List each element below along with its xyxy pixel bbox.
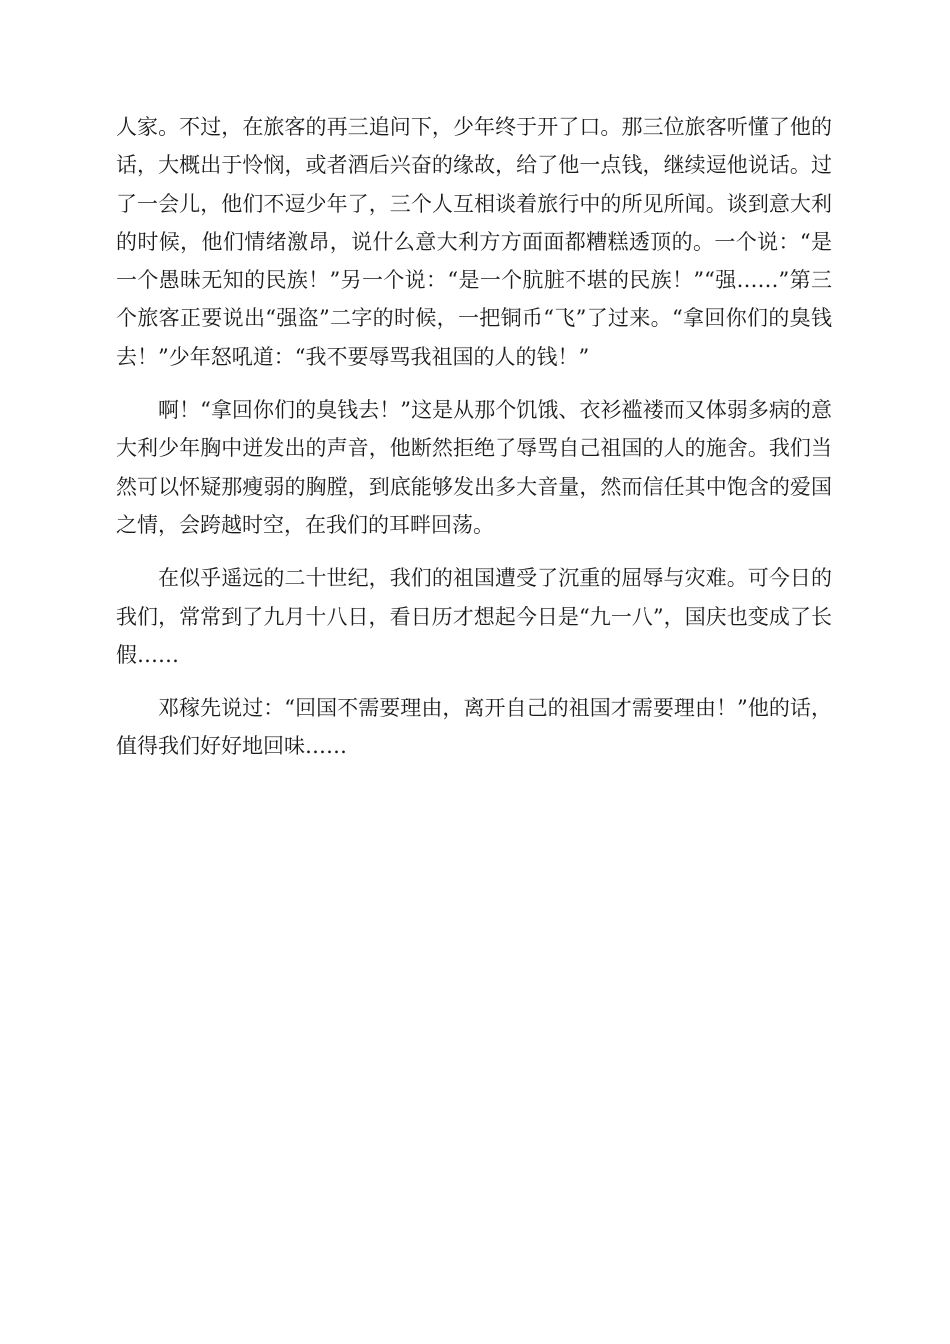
paragraph: 在似乎遥远的二十世纪，我们的祖国遭受了沉重的屈辱与灾难。可今日的我们，常常到了九月十八日，看日历才想起今日是“九一八”，国庆也变成了长假…… [116,566,832,667]
paragraph-continued: 人家。不过，在旅客的再三追问下，少年终于开了口。那三位旅客听懂了他的话，大概出于怜悯，或者酒后兴奋的缘故，给了他一点钱，继续逗他说话。过了一会儿，他们不逗少年了，三个人互相谈着旅行中的所见所闻。谈到意大利的时候，他们情绪激昂，说什么意大利方方面面都糟糕透顶的。一个说：“是一个愚昧无知的民族！”另一个说：“是一个肮脏不堪的民族！”“强……”第三个旅客正要说出“强盗”二字的时候，一把铜币“飞”了过来。“拿回你们的臭钱去！”少年怒吼道：“我不要辱骂我祖国的人的钱！” [116,115,832,369]
document-body [116,108,832,766]
paragraph: 邓稼先说过：“回国不需要理由，离开自己的祖国才需要理由！”他的话，值得我们好好地回味…… [116,696,832,759]
paragraph: 啊！“拿回你们的臭钱去！”这是从那个饥饿、衣衫褴褛而又体弱多病的意大利少年胸中迸发出的声音，他断然拒绝了辱骂自己祖国的人的施舍。我们当然可以怀疑那瘦弱的胸膛，到底能够发出多大音量，然而信任其中饱含的爱国之情，会跨越时空，在我们的耳畔回荡。 [116,398,832,537]
